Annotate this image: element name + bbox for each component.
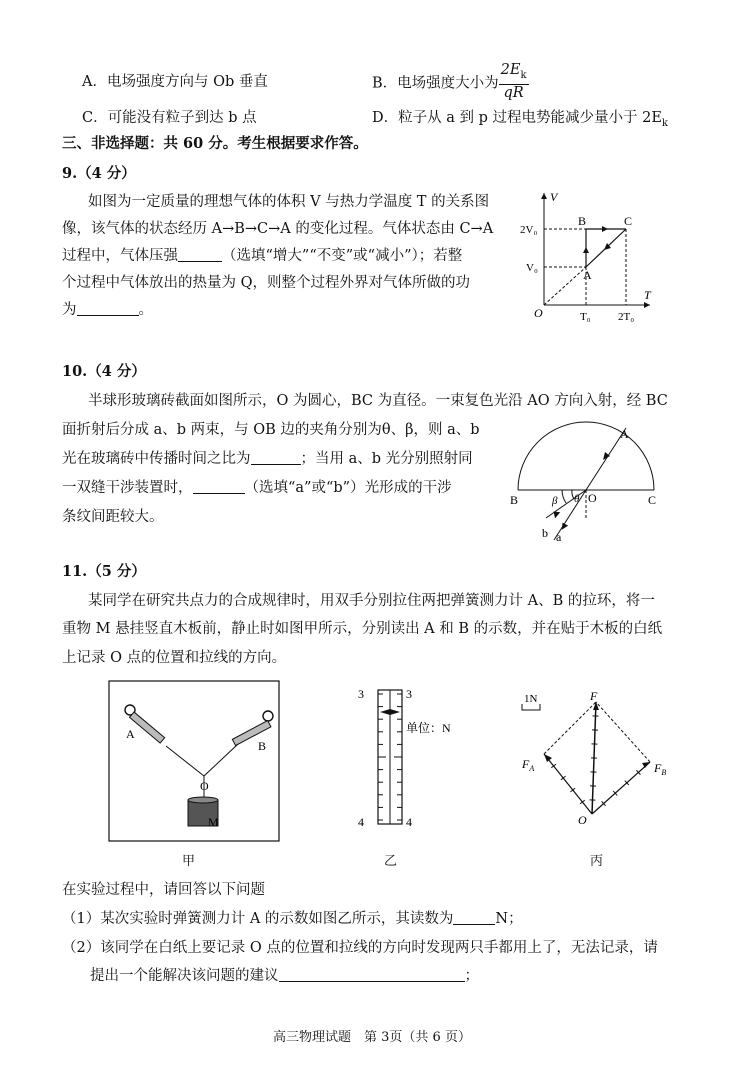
label-o: O: [578, 813, 587, 827]
label-scale-b: B: [258, 739, 267, 753]
label-unit: 单位：N: [406, 721, 451, 735]
q11-text-line4: 在实验过程中，请回答以下问题: [62, 882, 265, 898]
q10-text-line4: 一双缝干涉装置时， （选填“a”或“b”）光形成的干涉: [62, 480, 452, 496]
arrow-b-c: [602, 226, 608, 232]
label-fa: $F_A$: [522, 757, 535, 773]
scale-pointer: [380, 709, 400, 715]
label-bottom-right: 4: [406, 815, 412, 829]
angle-beta-arc: [562, 490, 566, 503]
label-a: A: [583, 268, 592, 282]
q10-text-line3: 光在玻璃砖中传播时间之比为 ；当用 a、b 光分别照射同: [62, 451, 473, 467]
string-a: [166, 746, 204, 776]
q8-option-c: C．可能没有粒子到达 b 点: [82, 110, 257, 126]
arrow-fb: [642, 762, 650, 768]
label-knot-o: O: [200, 779, 209, 793]
q10-heading: 10.（4 分）: [62, 363, 146, 380]
label-beta: β: [552, 495, 558, 507]
label-ray-a: a: [556, 530, 562, 544]
spring-scale-b: [232, 711, 273, 746]
label-c: C: [624, 214, 633, 228]
string-b: [204, 744, 238, 776]
q10-text-line1: 半球形玻璃砖截面如图所示，O 为圆心，BC 为直径。一束复色光沿 AO 方向入射，经 BC: [88, 393, 668, 409]
label-origin: O: [534, 306, 543, 320]
label-o-center: O: [588, 491, 597, 505]
q11-blank-reading[interactable]: [453, 910, 495, 925]
q8-option-b: B．电场强度大小为 $\frac{2E_k}{qR}$: [372, 62, 527, 101]
q10-text-line5: 条纹间距较大。: [62, 509, 164, 525]
label-v: V: [550, 190, 558, 204]
q8-option-b-fraction: $\frac{2E_k}{qR}$: [500, 62, 527, 101]
q11-part1: （1）某次实验时弹簧测力计 A 的示数如图乙所示，其读数为 N；: [62, 911, 523, 927]
q9-blank-work[interactable]: [77, 301, 139, 316]
semicircle-arc: [518, 422, 654, 490]
q9-text-line2: 像，该气体的状态经历 A→B→C→A 的变化过程。气体状态由 C→A: [62, 221, 494, 237]
caption-bing: 丙: [590, 854, 604, 869]
q9-text-line5: 为 。: [62, 302, 153, 318]
q8-option-a: A．电场强度方向与 Ob 垂直: [82, 74, 268, 90]
label-c-point: C: [648, 493, 657, 507]
q10-text-line2: 面折射后分成 a、b 两束，与 OB 边的夹角分别为θ、β，则 a、b: [62, 422, 480, 438]
arrow-a-b: [583, 247, 589, 253]
caption-yi: 乙: [384, 854, 398, 869]
dash-fb-f: [596, 702, 650, 762]
section-3-title: 三、非选择题：共 60 分。考生根据要求作答。: [62, 135, 368, 152]
label-a-point: A: [620, 427, 629, 441]
arrow-f: [593, 702, 599, 710]
q10-semicircle-figure: [506, 410, 662, 546]
caption-jia: 甲: [182, 854, 196, 869]
label-scale-a: A: [126, 727, 135, 741]
q9-text-line1: 如图为一定质量的理想气体的体积 V 与热力学温度 T 的关系图: [88, 194, 490, 210]
origin-dashed-line: [544, 267, 586, 305]
label-theta: θ: [574, 493, 580, 505]
q10-blank-light[interactable]: [193, 479, 245, 494]
label-t: T: [644, 288, 651, 302]
q11-figure-jia: [108, 680, 280, 850]
q11-heading: 11.（5 分）: [62, 563, 146, 580]
label-b: B: [578, 214, 587, 228]
q11-text-line2: 重物 M 悬挂竖直木板前，静止时如图甲所示，分别读出 A 和 B 的示数，并在贴于木板的白纸: [62, 621, 663, 637]
label-fb: $F_B$: [654, 761, 667, 777]
q11-part2-line2: 提出一个能解决该问题的建议 ；: [90, 968, 479, 984]
label-ray-b: b: [542, 526, 548, 540]
label-weight-m: M: [208, 815, 219, 829]
label-bottom-left: 4: [358, 815, 364, 829]
q9-text-line4: 个过程中气体放出的热量为 Q，则整个过程外界对气体所做的功: [62, 275, 470, 291]
dash-fa-f: [544, 702, 596, 754]
q8-option-d: D．粒子从 a 到 p 过程电势能减少量小于 $2E_k$: [372, 110, 668, 129]
label-b-point: B: [510, 493, 519, 507]
q11-figure-yi-scale: [352, 686, 462, 834]
q11-text-line3: 上记录 O 点的位置和拉线的方向。: [62, 650, 287, 666]
force-fa: [544, 754, 592, 814]
q9-heading: 9.（4 分）: [62, 165, 136, 182]
force-ticks: [551, 716, 640, 806]
q11-blank-suggestion[interactable]: [279, 967, 465, 982]
label-top-right: 3: [406, 687, 412, 701]
label-top-left: 3: [358, 687, 364, 701]
q11-part2-line1: （2）该同学在白纸上要记录 O 点的位置和拉线的方向时发现两只手都用上了，无法记录，请: [62, 940, 658, 956]
q10-blank-time-ratio[interactable]: [251, 450, 301, 465]
q11-figure-bing-forces: [510, 688, 680, 848]
force-fb: [592, 762, 650, 814]
q11-text-line1: 某同学在研究共点力的合成规律时，用双手分别拉住两把弹簧测力计 A、B 的拉环，将一: [88, 593, 655, 609]
arrow-fa: [544, 754, 552, 762]
label-f: F: [590, 689, 598, 703]
label-2v0: 2V₀: [520, 224, 538, 236]
label-t0: T₀: [580, 311, 591, 323]
q9-blank-pressure[interactable]: [178, 247, 222, 262]
label-v0: V₀: [526, 262, 538, 274]
page-footer: 高三物理试题 第 3页（共 6 页）: [273, 1030, 471, 1045]
q9-vt-graph: [520, 185, 660, 325]
q9-text-line3: 过程中，气体压强 （选填“增大”“不变”或“减小”）；若整: [62, 248, 463, 264]
label-scale-1n: 1N: [524, 693, 538, 705]
label-2t0: 2T₀: [618, 311, 635, 323]
